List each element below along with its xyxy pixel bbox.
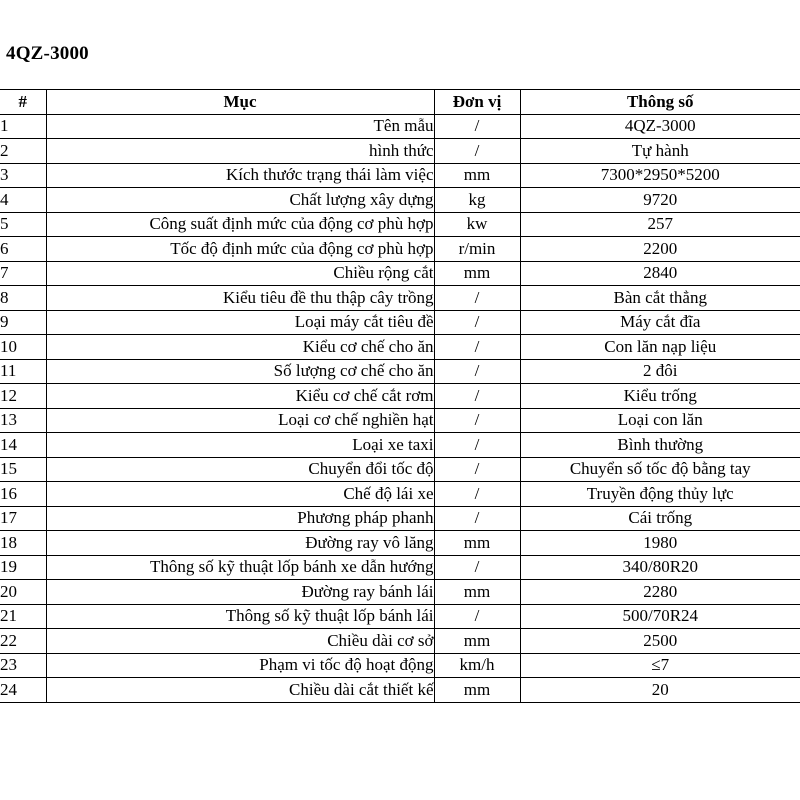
row-value: 2840 bbox=[520, 261, 800, 286]
row-number: 8 bbox=[0, 286, 46, 311]
row-item: Đường ray vô lăng bbox=[46, 531, 434, 556]
row-number: 9 bbox=[0, 310, 46, 335]
row-item: Kích thước trạng thái làm việc bbox=[46, 163, 434, 188]
row-item: Công suất định mức của động cơ phù hợp bbox=[46, 212, 434, 237]
row-unit: / bbox=[434, 604, 520, 629]
row-value: 340/80R20 bbox=[520, 555, 800, 580]
row-number: 11 bbox=[0, 359, 46, 384]
row-value: 2280 bbox=[520, 580, 800, 605]
row-number: 10 bbox=[0, 335, 46, 360]
table-row bbox=[0, 163, 800, 188]
row-value: Bàn cắt thẳng bbox=[520, 286, 800, 311]
row-number: 23 bbox=[0, 653, 46, 678]
row-number: 5 bbox=[0, 212, 46, 237]
row-item: Kiểu cơ chế cho ăn bbox=[46, 335, 434, 360]
table-row bbox=[0, 506, 800, 531]
row-number: 2 bbox=[0, 139, 46, 164]
row-value: Con lăn nạp liệu bbox=[520, 335, 800, 360]
table-row bbox=[0, 310, 800, 335]
row-value: Kiểu trống bbox=[520, 384, 800, 409]
row-unit: / bbox=[434, 286, 520, 311]
table-row bbox=[0, 457, 800, 482]
table-row bbox=[0, 408, 800, 433]
row-item: Kiểu tiêu đề thu thập cây trồng bbox=[46, 286, 434, 311]
row-item: Đường ray bánh lái bbox=[46, 580, 434, 605]
table-body bbox=[0, 114, 800, 702]
row-number: 3 bbox=[0, 163, 46, 188]
row-number: 14 bbox=[0, 433, 46, 458]
table-row bbox=[0, 335, 800, 360]
header-number: # bbox=[0, 90, 46, 115]
row-value: Loại con lăn bbox=[520, 408, 800, 433]
row-number: 24 bbox=[0, 678, 46, 703]
row-unit: / bbox=[434, 139, 520, 164]
row-item: Tốc độ định mức của động cơ phù hợp bbox=[46, 237, 434, 262]
row-unit: / bbox=[434, 482, 520, 507]
row-unit: / bbox=[434, 359, 520, 384]
table-row bbox=[0, 482, 800, 507]
row-unit: km/h bbox=[434, 653, 520, 678]
row-number: 4 bbox=[0, 188, 46, 213]
row-unit: / bbox=[434, 335, 520, 360]
row-number: 7 bbox=[0, 261, 46, 286]
row-value: 4QZ-3000 bbox=[520, 114, 800, 139]
row-item: Chiều rộng cắt bbox=[46, 261, 434, 286]
row-number: 6 bbox=[0, 237, 46, 262]
row-item: Kiểu cơ chế cắt rơm bbox=[46, 384, 434, 409]
row-unit: / bbox=[434, 114, 520, 139]
table-row bbox=[0, 286, 800, 311]
row-value: 2500 bbox=[520, 629, 800, 654]
row-number: 17 bbox=[0, 506, 46, 531]
row-unit: / bbox=[434, 433, 520, 458]
document-title: 4QZ-3000 bbox=[6, 43, 89, 64]
table-row bbox=[0, 580, 800, 605]
table-row bbox=[0, 261, 800, 286]
table-header-row bbox=[0, 90, 800, 115]
table-row bbox=[0, 139, 800, 164]
table-row bbox=[0, 653, 800, 678]
table-row bbox=[0, 212, 800, 237]
row-value: 257 bbox=[520, 212, 800, 237]
row-unit: / bbox=[434, 408, 520, 433]
row-value: 1980 bbox=[520, 531, 800, 556]
row-unit: / bbox=[434, 506, 520, 531]
row-item: Chất lượng xây dựng bbox=[46, 188, 434, 213]
table-row bbox=[0, 629, 800, 654]
header-item: Mục bbox=[46, 90, 434, 115]
table-row bbox=[0, 114, 800, 139]
spec-table bbox=[0, 89, 800, 703]
row-unit: mm bbox=[434, 163, 520, 188]
row-item: Loại xe taxi bbox=[46, 433, 434, 458]
table-row bbox=[0, 384, 800, 409]
row-number: 1 bbox=[0, 114, 46, 139]
row-value: Tự hành bbox=[520, 139, 800, 164]
row-number: 19 bbox=[0, 555, 46, 580]
row-value: Truyền động thủy lực bbox=[520, 482, 800, 507]
row-number: 20 bbox=[0, 580, 46, 605]
row-number: 21 bbox=[0, 604, 46, 629]
row-item: Phạm vi tốc độ hoạt động bbox=[46, 653, 434, 678]
row-item: Chuyển đổi tốc độ bbox=[46, 457, 434, 482]
row-unit: kg bbox=[434, 188, 520, 213]
row-item: Chế độ lái xe bbox=[46, 482, 434, 507]
table-row bbox=[0, 678, 800, 703]
row-unit: r/min bbox=[434, 237, 520, 262]
row-value: ≤7 bbox=[520, 653, 800, 678]
row-item: Loại cơ chế nghiền hạt bbox=[46, 408, 434, 433]
row-item: Thông số kỹ thuật lốp bánh xe dẫn hướng bbox=[46, 555, 434, 580]
row-unit: / bbox=[434, 310, 520, 335]
row-value: 2 đôi bbox=[520, 359, 800, 384]
row-item: Chiều dài cắt thiết kế bbox=[46, 678, 434, 703]
table-row bbox=[0, 237, 800, 262]
row-value: Chuyển số tốc độ bằng tay bbox=[520, 457, 800, 482]
table-row bbox=[0, 555, 800, 580]
row-number: 13 bbox=[0, 408, 46, 433]
row-unit: kw bbox=[434, 212, 520, 237]
row-unit: mm bbox=[434, 580, 520, 605]
row-item: Phương pháp phanh bbox=[46, 506, 434, 531]
header-value: Thông số bbox=[520, 90, 800, 115]
row-item: Số lượng cơ chế cho ăn bbox=[46, 359, 434, 384]
row-number: 18 bbox=[0, 531, 46, 556]
row-unit: / bbox=[434, 384, 520, 409]
row-unit: mm bbox=[434, 531, 520, 556]
row-unit: / bbox=[434, 555, 520, 580]
row-unit: mm bbox=[434, 629, 520, 654]
header-unit: Đơn vị bbox=[434, 90, 520, 115]
table-row bbox=[0, 531, 800, 556]
row-value: 500/70R24 bbox=[520, 604, 800, 629]
row-value: Máy cắt đĩa bbox=[520, 310, 800, 335]
table-row bbox=[0, 188, 800, 213]
row-item: Thông số kỹ thuật lốp bánh lái bbox=[46, 604, 434, 629]
row-item: Loại máy cắt tiêu đề bbox=[46, 310, 434, 335]
row-item: Chiều dài cơ sở bbox=[46, 629, 434, 654]
table-row bbox=[0, 359, 800, 384]
row-value: 2200 bbox=[520, 237, 800, 262]
row-value: Bình thường bbox=[520, 433, 800, 458]
row-unit: mm bbox=[434, 261, 520, 286]
row-unit: mm bbox=[434, 678, 520, 703]
row-number: 12 bbox=[0, 384, 46, 409]
row-value: Cái trống bbox=[520, 506, 800, 531]
row-number: 22 bbox=[0, 629, 46, 654]
table-row bbox=[0, 604, 800, 629]
row-number: 15 bbox=[0, 457, 46, 482]
row-item: Tên mẫu bbox=[46, 114, 434, 139]
row-value: 7300*2950*5200 bbox=[520, 163, 800, 188]
row-value: 20 bbox=[520, 678, 800, 703]
row-number: 16 bbox=[0, 482, 46, 507]
table-row bbox=[0, 433, 800, 458]
row-item: hình thức bbox=[46, 139, 434, 164]
row-value: 9720 bbox=[520, 188, 800, 213]
row-unit: / bbox=[434, 457, 520, 482]
